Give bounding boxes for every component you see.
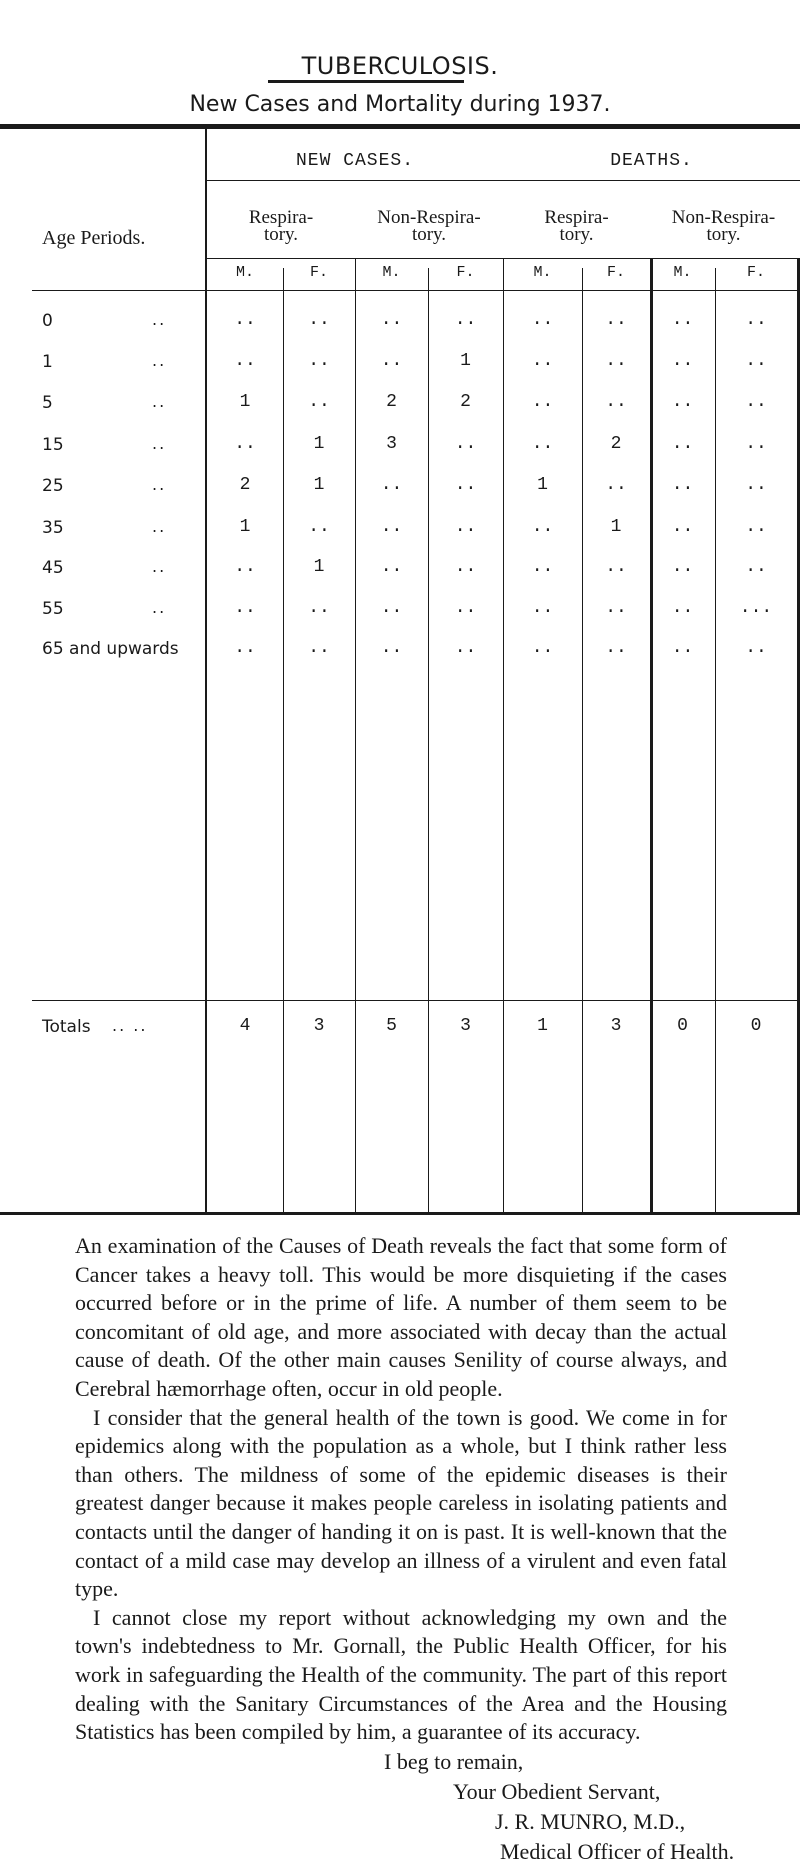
sex-header-1: M. bbox=[235, 264, 254, 281]
table-cell: .. bbox=[308, 638, 330, 658]
table-cell: .. bbox=[234, 638, 256, 658]
row-age-label: 0 bbox=[42, 311, 53, 331]
table-cell: .. bbox=[308, 310, 330, 330]
group-header-rule bbox=[207, 180, 800, 181]
row-leader-dots: .. bbox=[152, 310, 167, 329]
row-age-label: 35 bbox=[42, 518, 64, 538]
paragraph-acknowledgement: I cannot close my report without acknowledging my own and the town's indebtedness to Mr. Gornall, the Public Health Officer, for his work in safeguarding the Health of the community. The part of this report dealing with the Sanitary Circumstances of the Area and the Housing Statistics has been compiled by him, a guarantee of its accuracy. bbox=[75, 1604, 727, 1745]
totals-cell: 0 bbox=[677, 1016, 688, 1036]
signature-closing: I beg to remain, bbox=[384, 1749, 524, 1774]
table-cell: .. bbox=[234, 434, 256, 454]
table-cell: .. bbox=[671, 392, 694, 412]
table-cell: .. bbox=[454, 434, 477, 454]
table-cell: .. bbox=[454, 638, 477, 658]
report-text bbox=[75, 1232, 727, 1747]
row-leader-dots: .. bbox=[152, 475, 167, 494]
table-cell: .. bbox=[531, 557, 554, 577]
table-bottom-rule bbox=[0, 1212, 800, 1215]
table-cell: .. bbox=[234, 598, 256, 618]
table-cell: .. bbox=[531, 392, 554, 412]
table-cell: .. bbox=[380, 557, 403, 577]
table-cell: .. bbox=[605, 638, 627, 658]
header-bottom-rule bbox=[32, 290, 797, 291]
row-age-label: 25 bbox=[42, 476, 64, 496]
signature-name: J. R. MUNRO, M.D., bbox=[495, 1809, 686, 1834]
table-cell: .. bbox=[671, 598, 694, 618]
totals-cell: 3 bbox=[460, 1016, 471, 1036]
table-cell: .. bbox=[454, 517, 477, 537]
sex-header-3: M. bbox=[382, 264, 401, 281]
table-top-rule bbox=[0, 124, 800, 129]
table-cell: .. bbox=[745, 557, 767, 577]
table-cell: .. bbox=[380, 517, 403, 537]
row-leader-dots: .. bbox=[152, 392, 167, 411]
sex-header-6: F. bbox=[606, 264, 625, 281]
table-cell: .. bbox=[531, 598, 554, 618]
totals-cell: 1 bbox=[537, 1016, 548, 1036]
row-leader-dots: .. bbox=[152, 557, 167, 576]
table-cell: .. bbox=[671, 517, 694, 537]
table-cell: 2 bbox=[460, 392, 471, 412]
table-cell: .. bbox=[234, 310, 256, 330]
table-cell: .. bbox=[380, 598, 403, 618]
sex-header-2: F. bbox=[309, 264, 328, 281]
table-cell: .. bbox=[671, 638, 694, 658]
table-cell: 1 bbox=[537, 475, 548, 495]
table-cell: .. bbox=[745, 351, 767, 371]
sex-header-4: F. bbox=[456, 264, 475, 281]
table-cell: .. bbox=[308, 351, 330, 371]
row-leader-dots: .. bbox=[152, 351, 167, 370]
type-header-3-line-1: Respira- bbox=[544, 207, 609, 228]
age-column-divider bbox=[205, 129, 207, 1214]
table-cell: .. bbox=[745, 475, 767, 495]
totals-cell: 0 bbox=[750, 1016, 762, 1036]
signature-valediction: Your Obedient Servant, bbox=[453, 1779, 661, 1804]
signature-title: Medical Officer of Health. bbox=[500, 1839, 735, 1864]
totals-cell: 4 bbox=[239, 1016, 251, 1036]
table-cell: .. bbox=[308, 517, 330, 537]
deaths-header: DEATHS. bbox=[610, 151, 693, 171]
table-cell: .. bbox=[671, 434, 694, 454]
age-periods-header: Age Periods. bbox=[42, 227, 146, 249]
row-age-label: 1 bbox=[42, 352, 53, 372]
totals-cell: 5 bbox=[386, 1016, 397, 1036]
page-subtitle: New Cases and Mortality during 1937. bbox=[189, 92, 611, 117]
table-cell: .. bbox=[234, 557, 256, 577]
table-cell: .. bbox=[745, 638, 767, 658]
sex-header-5: M. bbox=[533, 264, 552, 281]
table-cell: .. bbox=[745, 392, 767, 412]
type-header-rule bbox=[207, 258, 797, 259]
table-cell: 2 bbox=[239, 475, 251, 495]
row-leader-dots: .. bbox=[152, 517, 167, 536]
table-cell: 1 bbox=[239, 392, 251, 412]
table-cell: 1 bbox=[313, 557, 325, 577]
table-cell: .. bbox=[454, 598, 477, 618]
title-underline bbox=[268, 80, 464, 83]
table-cell: .. bbox=[671, 351, 694, 371]
table-cell: .. bbox=[745, 434, 767, 454]
table-cell: 2 bbox=[610, 434, 622, 454]
type-header-4-line-1: Non-Respira- bbox=[671, 207, 776, 228]
paragraph-general-health: I consider that the general health of the town is good. We come in for epidemics along with the population as a whole, but I think rather less than others. The mildness of some of the epidemic diseases is their greatest danger because it makes people careless in isolating patients and contacts until the danger of handing it on is past. It is well-known that the contact of a mild case may develop an illness of a virulent and even fatal type. bbox=[75, 1404, 727, 1602]
table-cell: .. bbox=[308, 392, 330, 412]
totals-leader-dots: .. .. bbox=[112, 1016, 148, 1035]
table-cell: .. bbox=[531, 434, 554, 454]
table-cell: .. bbox=[380, 475, 403, 495]
table-cell: .. bbox=[671, 310, 694, 330]
table-cell: .. bbox=[308, 598, 330, 618]
type-header-4-line-2: tory. bbox=[706, 224, 741, 245]
table-cell: .. bbox=[454, 310, 477, 330]
row-age-label: 45 bbox=[42, 558, 64, 578]
table-cell: ... bbox=[739, 598, 773, 618]
totals-cell: 3 bbox=[313, 1016, 325, 1036]
table-cell: .. bbox=[531, 310, 554, 330]
table-cell: .. bbox=[380, 351, 403, 371]
type-header-3-line-2: tory. bbox=[559, 224, 594, 245]
type-header-2-line-2: tory. bbox=[411, 224, 447, 245]
row-age-label: 55 bbox=[42, 599, 64, 619]
table-cell: 1 bbox=[313, 475, 325, 495]
table-cell: .. bbox=[380, 310, 403, 330]
type-header-1-line-1: Respira- bbox=[248, 207, 314, 228]
table-cell: 1 bbox=[313, 434, 325, 454]
new-cases-header: NEW CASES. bbox=[295, 151, 415, 171]
table-cell: .. bbox=[454, 557, 477, 577]
table-cell: .. bbox=[605, 598, 627, 618]
sex-header-8: F. bbox=[746, 264, 765, 281]
paragraph-cancer: An examination of the Causes of Death reveals the fact that some form of Cancer takes a heavy toll. This would be more disquieting if the cases occurred before or in the prime of life. A number of them seem to be concomitant of old age, and more associated with decay than the actual cause of death. Of the other main causes Senility of course always, and Cerebral hæmorrhage often, occur in old people. bbox=[75, 1233, 727, 1401]
table-cell: .. bbox=[605, 557, 627, 577]
table-cell: .. bbox=[605, 475, 627, 495]
type-header-2-line-1: Non-Respira- bbox=[377, 207, 481, 228]
table-cell: 2 bbox=[386, 392, 397, 412]
table-cell: .. bbox=[671, 557, 694, 577]
table-cell: .. bbox=[745, 310, 767, 330]
table-cell: .. bbox=[531, 638, 554, 658]
table-cell: .. bbox=[745, 517, 767, 537]
table-cell: .. bbox=[605, 392, 627, 412]
table-cell: .. bbox=[671, 475, 694, 495]
table-cell: 1 bbox=[460, 351, 471, 371]
page-title: TUBERCULOSIS. bbox=[301, 52, 499, 80]
row-age-label: 15 bbox=[42, 435, 64, 455]
row-leader-dots: .. bbox=[152, 598, 167, 617]
table-cell: .. bbox=[380, 638, 403, 658]
table-cell: 1 bbox=[239, 517, 251, 537]
totals-label: Totals bbox=[42, 1017, 91, 1037]
table-cell: .. bbox=[234, 351, 256, 371]
table-cell: .. bbox=[605, 351, 627, 371]
table-cell: .. bbox=[605, 310, 627, 330]
table-cell: .. bbox=[454, 475, 477, 495]
totals-cell: 3 bbox=[610, 1016, 622, 1036]
type-header-1-line-2: tory. bbox=[263, 224, 299, 245]
row-age-label: 5 bbox=[42, 393, 53, 413]
row-leader-dots: .. bbox=[152, 434, 167, 453]
table-cell: .. bbox=[531, 351, 554, 371]
row-age-label: 65 and upwards bbox=[42, 639, 179, 659]
sex-header-7: M. bbox=[673, 264, 692, 281]
table-cell: 3 bbox=[386, 434, 397, 454]
table-cell: .. bbox=[531, 517, 554, 537]
table-cell: 1 bbox=[610, 517, 622, 537]
body-bottom-rule bbox=[32, 1000, 797, 1001]
